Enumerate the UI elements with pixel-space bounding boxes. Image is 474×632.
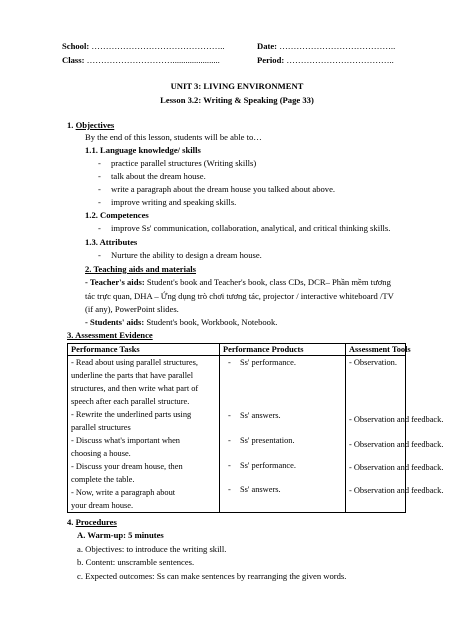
product-dash: - — [228, 436, 231, 445]
list-item: - — [98, 184, 101, 194]
list-item-text: improve Ss' communication, collaboration, analytical, and critical thinking skills. — [111, 223, 391, 233]
task-line: - Read about using parallel structures, — [71, 358, 198, 367]
period-fill: ……………………………….. — [286, 55, 394, 65]
task-line: - Rewrite the underlined parts using — [71, 410, 192, 419]
teacher-aids-label: - Teacher's aids: — [85, 277, 145, 287]
objectives-heading — [67, 121, 114, 130]
col-header-tools: Assessment Tools — [349, 345, 411, 354]
col-header-tasks: Performance Tasks — [71, 345, 140, 354]
product-dash: - — [228, 411, 231, 420]
product-item: Ss' answers. — [240, 485, 281, 494]
product-item: Ss' presentation. — [240, 436, 295, 445]
school-fill: ……………………………………….. — [91, 41, 225, 51]
student-aids-label: - Students' aids: — [85, 317, 145, 327]
teacher-aids-text: Student's book and Teacher's book, class CDs, DCR– Phần mềm tương — [144, 277, 391, 287]
product-dash: - — [228, 358, 231, 367]
list-item-text: Nurture the ability to design a dream house. — [111, 250, 262, 260]
col-header-products: Performance Products — [223, 345, 304, 354]
task-line: - Now, write a paragraph about — [71, 488, 176, 497]
date-label: Date: — [257, 41, 278, 51]
school-field — [62, 42, 225, 51]
product-item: Ss' performance. — [240, 461, 296, 470]
aids-heading: 2. Teaching aids and materials — [85, 264, 197, 274]
warmup-title: A. Warm-up: 5 minutes — [77, 530, 164, 540]
task-line: structures, and then write what part of — [71, 384, 199, 393]
procedures-heading-num: 4. — [67, 517, 74, 527]
lesson-title: Lesson 3.2: Writing & Speaking (Page 33) — [160, 95, 314, 105]
list-item: - — [98, 223, 101, 233]
section-1-1-title: 1.1. Language knowledge/ skills — [85, 145, 201, 155]
list-item-text: talk about the dream house. — [111, 171, 206, 181]
class-label: Class: — [62, 55, 85, 65]
period-label: Period: — [257, 55, 285, 65]
section-1-2-title: 1.2. Competences — [85, 210, 149, 220]
list-item-text: write a paragraph about the dream house you talked about above. — [111, 184, 336, 194]
objectives-heading-num: 1. — [67, 120, 74, 130]
tool-item: - Observation and feedback. — [349, 486, 444, 495]
tool-item: - Observation. — [349, 358, 397, 367]
section-1-3-title: 1.3. Attributes — [85, 237, 138, 247]
unit-title: UNIT 3: LIVING ENVIRONMENT — [170, 81, 304, 91]
list-item-text: practice parallel structures (Writing skills) — [111, 158, 257, 168]
list-item: - — [98, 171, 101, 181]
task-line: parallel structures — [71, 423, 131, 432]
tool-item: - Observation and feedback. — [349, 415, 444, 424]
class-field — [62, 56, 220, 65]
procedures-heading — [67, 518, 117, 527]
teacher-aids-line3: (if any), PowerPoint slides. — [85, 304, 179, 314]
task-line: - Discuss your dream house, then — [71, 462, 183, 471]
class-fill: …………………………...................... — [86, 55, 220, 65]
warmup-content: b. Content: unscramble sentences. — [77, 557, 195, 567]
objectives-heading-text: Objectives — [75, 120, 115, 130]
tool-item: - Observation and feedback. — [349, 463, 444, 472]
column-divider — [345, 344, 346, 512]
warmup-objectives: a. Objectives: to introduce the writing skill. — [77, 544, 227, 554]
product-item: Ss' performance. — [240, 358, 296, 367]
tool-item: - Observation and feedback. — [349, 440, 444, 449]
date-fill: ………………………………….. — [279, 41, 396, 51]
list-item: - — [98, 158, 101, 168]
objectives-intro: By the end of this lesson, students will be able to… — [85, 132, 262, 142]
student-aids-line — [85, 318, 277, 327]
task-line: - Discuss what's important when — [71, 436, 180, 445]
list-item: - — [98, 197, 101, 207]
assessment-heading: 3. Assessment Evidence — [67, 330, 153, 340]
header-divider — [68, 355, 405, 356]
assessment-table — [67, 343, 444, 513]
product-item: Ss' answers. — [240, 411, 281, 420]
school-label: School: — [62, 41, 90, 51]
task-line: your dream house. — [71, 501, 134, 510]
task-line: underline the parts that have parallel — [71, 371, 194, 380]
student-aids-text: Student's book, Workbook, Notebook. — [144, 317, 278, 327]
task-line: complete the table. — [71, 475, 135, 484]
procedures-heading-text: Procedures — [75, 517, 117, 527]
warmup-outcomes: c. Expected outcomes: Ss can make sentences by rearranging the given words. — [77, 571, 347, 581]
date-field — [257, 42, 395, 51]
teacher-aids-line2: tác trực quan, DHA – Ứng dụng trò chơi tương tác, projector / interactive whiteboard /TV — [85, 291, 394, 301]
list-item: - — [98, 250, 101, 260]
product-dash: - — [228, 461, 231, 470]
column-divider — [219, 344, 220, 512]
task-line: choosing a house. — [71, 449, 131, 458]
list-item-text: improve writing and speaking skills. — [111, 197, 237, 207]
teacher-aids-line1 — [85, 278, 391, 287]
product-dash: - — [228, 485, 231, 494]
period-field — [257, 56, 394, 65]
task-line: speech after each parallel structure. — [71, 397, 190, 406]
